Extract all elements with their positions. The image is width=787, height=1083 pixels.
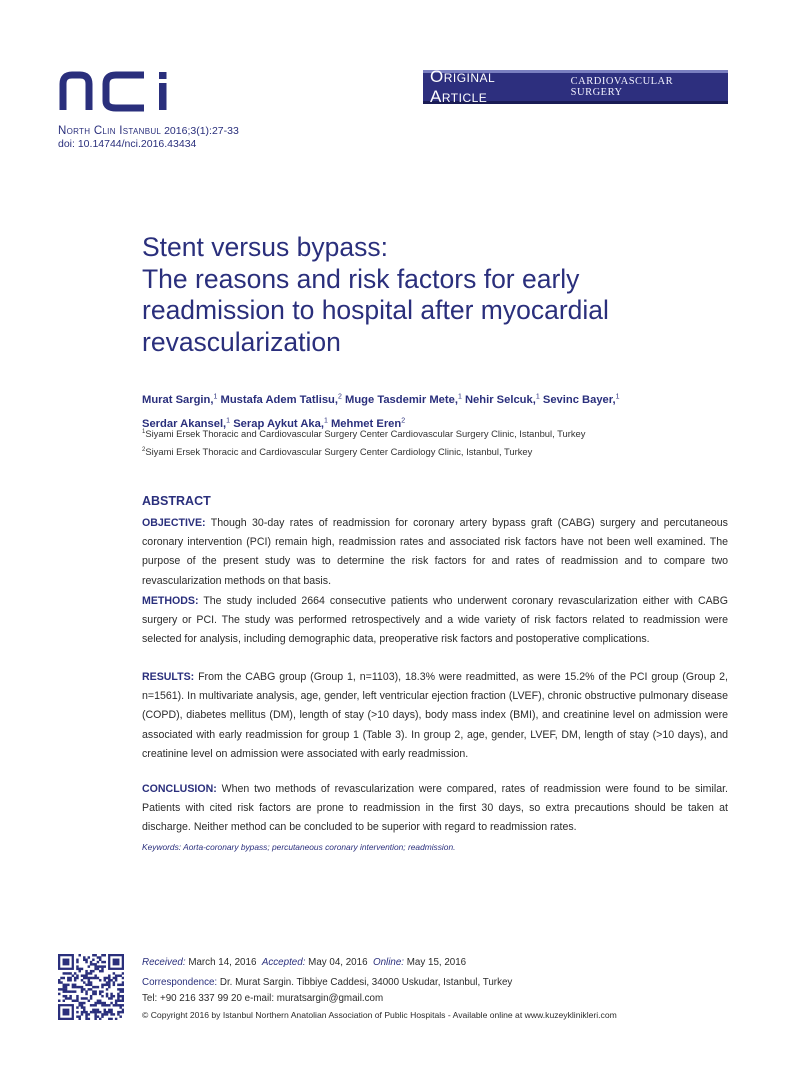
title-line-1: Stent versus bypass: <box>142 232 388 262</box>
qr-code-icon[interactable] <box>58 954 124 1020</box>
title-line-2: The reasons and risk factors for early <box>142 263 580 294</box>
author: Mustafa Adem Tatlisu,$^2$ <box>220 393 342 406</box>
author: Mehmet Eren$^2$ <box>330 417 406 431</box>
citation-volume: 2016;3(1):27-33 <box>164 125 239 137</box>
section-label: CARDIOVASCULAR SURGERY <box>570 76 674 98</box>
conclusion-label: CONCLUSION: <box>142 783 217 795</box>
journal-name: North Clin Istanbul <box>58 125 162 137</box>
author: Nehir Selcuk,$^1$ <box>464 393 540 406</box>
abstract-methods: METHODS: The study included 2664 consecutive patients who underwent coronary revascularization either with CABG surgery or PCI. The study was performed retrospectively and a wide variety of risk factors related to readmission were selected for analysis, including demographic data, preoperative risk factors and postoperative complications. <box>142 595 728 646</box>
article-type-label: Original Article <box>430 67 496 106</box>
correspondence: Correspondence: Dr. Murat Sargin. Tibbiye Caddesi, 34000 Uskudar, Istanbul, Turkey <box>142 977 513 988</box>
journal-logo <box>58 70 176 112</box>
article-title <box>142 232 702 358</box>
abstract-heading: ABSTRACT <box>142 494 211 508</box>
article-dates: Received: March 14, 2016 Accepted: May 04, 2016 Online: May 15, 2016 <box>142 957 467 968</box>
affiliation-1: $^1$Siyami Ersek Thoracic and Cardiovascular Surgery Center Cardiovascular Surgery Clinic, Istanbul, Turkey <box>142 428 586 439</box>
author: Serdar Akansel,$^1$ <box>142 417 231 431</box>
accepted-date: May 04, 2016 <box>308 957 368 968</box>
methods-label: METHODS: <box>142 595 199 607</box>
article-type-banner <box>423 67 728 106</box>
title-line-4: revascularization <box>142 326 341 357</box>
contact-info: Tel: +90 216 337 99 20 e-mail: muratsargin@gmail.com <box>142 993 384 1004</box>
copyright: © Copyright 2016 by Istanbul Northern Anatolian Association of Public Hospitals - Available online at www.kuzeyklinikleri.com <box>142 1010 617 1020</box>
keywords: Keywords: Aorta-coronary bypass; percutaneous coronary intervention; readmission. <box>142 842 456 852</box>
author: Sevinc Bayer,$^1$ <box>542 393 620 406</box>
author: Serap Aykut Aka,$^1$ <box>233 417 328 431</box>
received-date: March 14, 2016 <box>188 957 257 968</box>
objective-label: OBJECTIVE: <box>142 517 206 529</box>
author: Muge Tasdemir Mete,$^1$ <box>345 393 462 406</box>
title-line-3: readmission to hospital after myocardial <box>142 295 609 325</box>
journal-citation <box>58 125 239 137</box>
abstract-results: RESULTS: From the CABG group (Group 1, n=1103), 18.3% were readmitted, as were 15.2% of the PCI group (Group 2, n=1561). In multivariate analysis, age, gender, left ventricular ejection fraction (LVEF), chronic obstructive pulmonary disease (COPD), diabetes mellitus (DM), length of stay (>10 days), body mass index (BMI), and creatinine level on admission were associated with early readmission for group 1 (Table 3). In group 2, age, gender, LVEF, DM, length of stay (>10 days), and creatinine level on admission were associated with early readmission. <box>142 671 728 760</box>
results-label: RESULTS: <box>142 671 195 683</box>
abstract-conclusion: CONCLUSION: When two methods of revascularization were compared, rates of readmission were found to be similar. Patients with cited risk factors are prone to readmission in the first 30 days, so extra precautions should be taken at discharge. Neither method can be concluded to be superior with regard to readmission rates. <box>142 783 728 834</box>
doi-link[interactable]: doi: 10.14744/nci.2016.43434 <box>58 138 197 150</box>
online-date: May 15, 2016 <box>406 957 467 968</box>
affiliation-2: $^2$Siyami Ersek Thoracic and Cardiovascular Surgery Center Cardiology Clinic, Istanbul, Turkey <box>142 446 533 457</box>
author: Murat Sargin,$^1$ <box>142 393 218 406</box>
abstract-objective: OBJECTIVE: Though 30-day rates of readmission for coronary artery bypass graft (CABG) surgery and percutaneous coronary intervention (PCI) remain high, readmission rates and associated risk factors have not been well examined. The purpose of the present study was to determine the risk factors for and rates of readmission and to compare two revascularization methods on that basis. <box>142 517 728 587</box>
